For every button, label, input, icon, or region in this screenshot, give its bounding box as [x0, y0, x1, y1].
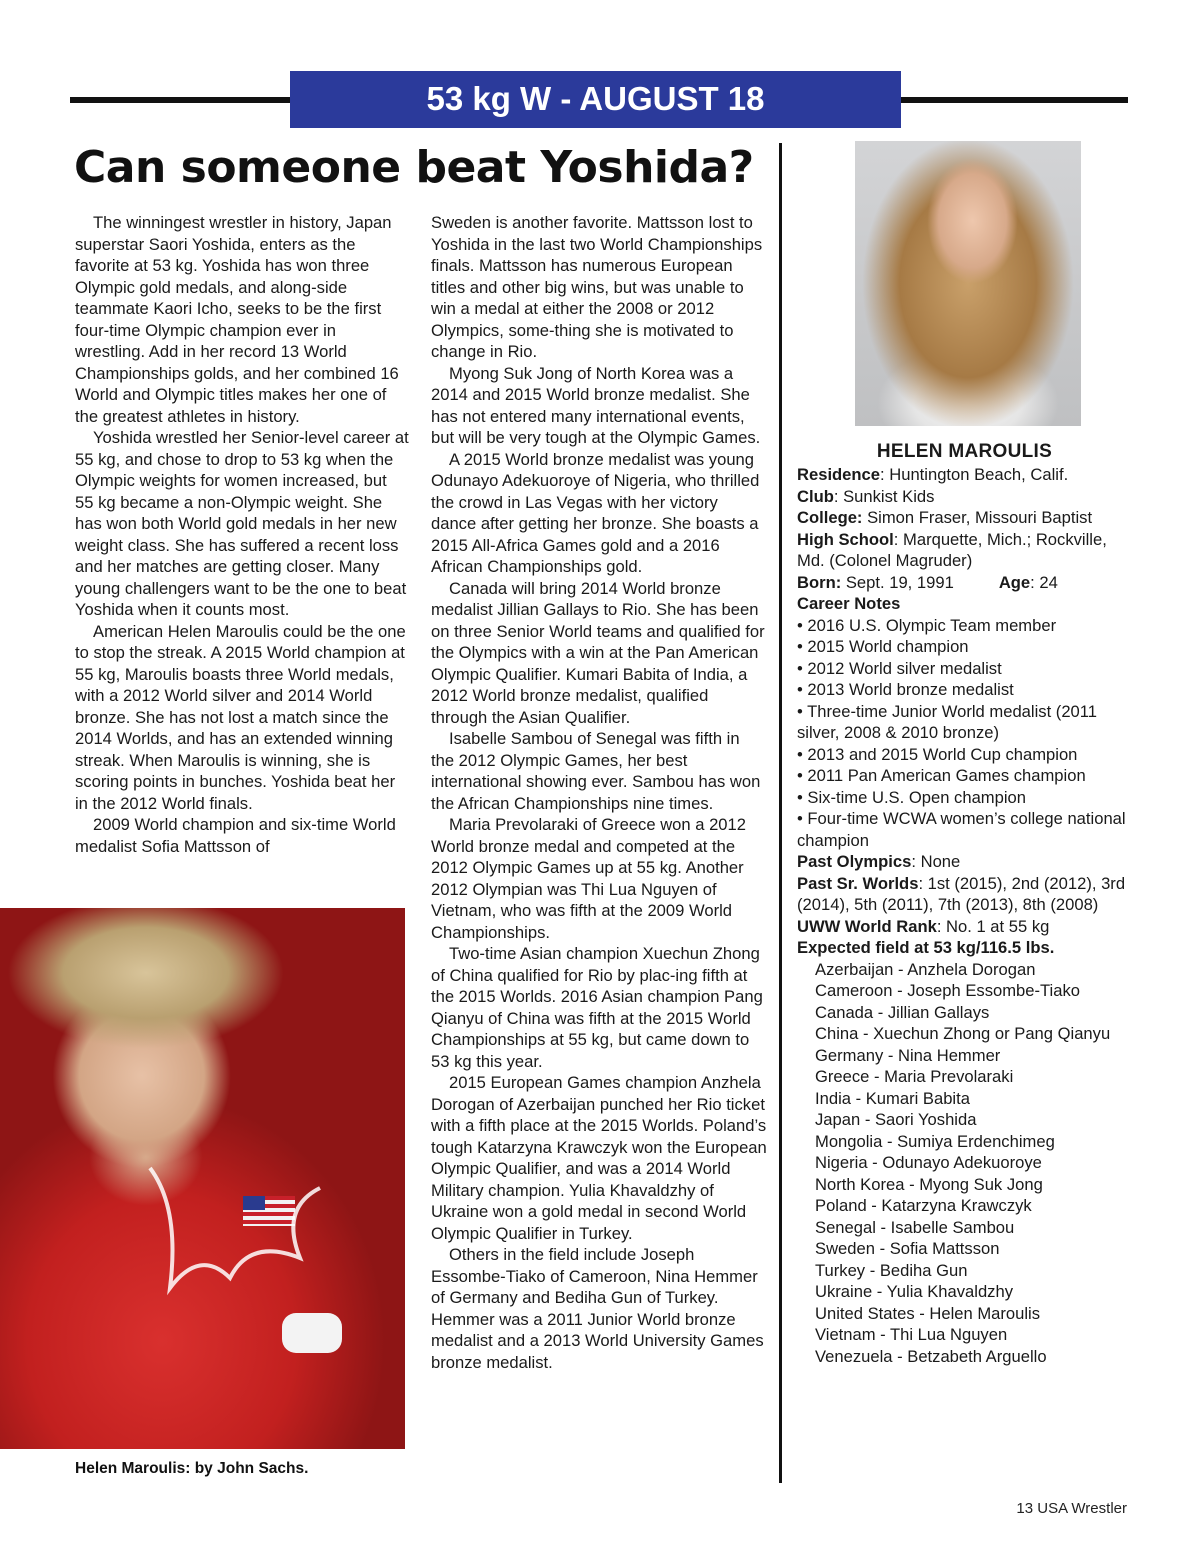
paragraph: Yoshida wrestled her Senior-level career at 55 kg, and chose to drop to 53 kg when the Olympic weights for women increased, but 55 kg became a non-Olympic weight. She has won both World gold medals in her new weight class. She has suffered a recent loss and her matches are getting closer. Many young challengers want to be the one to beat Yoshida when it counts most. [75, 428, 409, 619]
career-note: • 2016 U.S. Olympic Team member [797, 615, 1057, 635]
college-line: College: Simon Fraser, Missouri Baptist [797, 508, 1093, 527]
paragraph: Myong Suk Jong of North Korea was a 2014 and 2015 World bronze medalist. She has not entered many international events, but will be very tough at the Olympic Games. [431, 363, 761, 447]
field-entry: Germany - Nina Hemmer [815, 1045, 1001, 1065]
field-entry: Azerbaijan - Anzhela Dorogan [815, 959, 1036, 979]
banner-rule-right [900, 97, 1128, 103]
career-note: • Four-time WCWA women’s college national champion [797, 809, 1126, 850]
athlete-name: HELEN MAROULIS [876, 441, 1053, 462]
field-entry: Japan - Saori Yoshida [815, 1110, 977, 1129]
field-entry: India - Kumari Babita [815, 1088, 970, 1108]
past-worlds-line: Past Sr. Worlds: 1st (2015), 2nd (2012), 3rd (2014), 5th (2011), 7th (2013), 8th (2008) [797, 873, 1126, 914]
career-note: • 2015 World champion [797, 637, 969, 656]
field-entry: China - Xuechun Zhong or Pang Qianyu [815, 1024, 1111, 1043]
field-entry: Cameroon - Joseph Essombe-Tiako [815, 981, 1080, 1000]
column-divider [779, 143, 782, 1483]
born-line: Born: Sept. 19, 1991 Age: 24 [797, 572, 1058, 592]
paragraph: 2015 European Games champion Anzhela Dorogan of Azerbaijan punched her Rio ticket with a fifth place at the 2015 Worlds. Poland’s tough Katarzyna Krawczyk won the European Olympic Qualifier, and was a 2014 World Military champion. Yulia Khavaldzhy of Ukraine won a gold medal in second World Olympic Qualifier in Turkey. [431, 1073, 767, 1243]
paragraph: Sweden is another favorite. Mattsson lost to Yoshida in the last two World Championships finals. Mattsson has numerous European titles and other big wins, but was unable to win a medal at either the 2008 or 2012 Olympics, some-thing she is motivated to change in Rio. [431, 213, 763, 361]
career-note: • 2013 and 2015 World Cup champion [797, 744, 1078, 764]
career-note: • 2012 World silver medalist [797, 658, 1002, 678]
paragraph: Maria Prevolaraki of Greece won a 2012 World bronze medal and competed at the 2012 Olympic Games up at 55 kg. Another 2012 Olympian was Thi Lua Nguyen of Vietnam, who was fifth at the 2009 World Championships. [431, 815, 746, 942]
world-rank-line: UWW World Rank: No. 1 at 55 kg [797, 916, 1050, 936]
field-entry: Ukraine - Yulia Khavaldzhy [815, 1282, 1014, 1301]
career-note: • Six-time U.S. Open champion [797, 787, 1026, 807]
paragraph: Two-time Asian champion Xuechun Zhong of China qualified for Rio by plac-ing fifth at the 2015 Worlds. 2016 Asian champion Pang Qianyu of China was fifth at the 2015 World Championships at 55 kg, but came down to 53 kg this year. [431, 944, 763, 1071]
past-olympics-line: Past Olympics: None [797, 852, 961, 871]
helen-maroulis-portrait [855, 141, 1081, 426]
article-column-2 [431, 212, 767, 1373]
field-entry: Nigeria - Odunayo Adekuoroye [815, 1153, 1042, 1172]
career-notes-heading: Career Notes [797, 594, 901, 613]
field-entry: Vietnam - Thi Lua Nguyen [815, 1325, 1008, 1344]
field-entry: Poland - Katarzyna Krawczyk [815, 1196, 1032, 1215]
paragraph: A 2015 World bronze medalist was young Odunayo Adekuoroye of Nigeria, who thrilled the crowd in Las Vegas with her victory dance after getting her bronze. She boasts a 2015 All-Africa Games gold and a 2016 African Championships gold. [431, 449, 760, 576]
career-note: • 2013 World bronze medalist [797, 680, 1014, 699]
wrestler-action-photo [0, 908, 405, 1449]
expected-field-list [797, 959, 1132, 1368]
athlete-profile [797, 440, 1132, 1367]
expected-field-title: Expected field at 53 kg/116.5 lbs. [797, 938, 1055, 957]
field-entry: Venezuela - Betzabeth Arguello [815, 1346, 1047, 1366]
article-headline: Can someone beat Yoshida? [74, 142, 754, 193]
singlet-flag-icon [0, 908, 405, 1449]
field-entry: Sweden - Sofia Mattsson [815, 1239, 1000, 1258]
field-entry: Canada - Jillian Gallays [815, 1002, 990, 1022]
section-banner: 53 kg W - AUGUST 18 [290, 71, 901, 128]
field-entry: Mongolia - Sumiya Erdenchimeg [815, 1131, 1055, 1151]
paragraph: 2009 World champion and six-time World medalist Sofia Mattsson of [75, 815, 396, 856]
residence-line: Residence: Huntington Beach, Calif. [797, 465, 1069, 484]
paragraph: Isabelle Sambou of Senegal was fifth in the 2012 Olympic Games, her best international showing ever. Sambou has won the African Championships nine times. [431, 729, 761, 813]
paragraph: Canada will bring 2014 World bronze medalist Jillian Gallays to Rio. She has been on three Senior World teams and qualified for the Olympics with a win at the Pan American Olympic Qualifier. Kumari Babita of India, a 2012 World bronze medalist, qualified through the Asian Qualifier. [431, 578, 765, 727]
paragraph: American Helen Maroulis could be the one to stop the streak. A 2015 World champion at 55 kg, Maroulis boasts three World medals, with a 2012 World silver and 2014 World bronze. She has not lost a match since the 2014 Worlds, and has an extended winning streak. When Maroulis is winning, she is scoring points in bunches. Yoshida beat her in the 2012 World finals. [75, 621, 406, 813]
photo-caption: Helen Maroulis: by John Sachs. [75, 1460, 309, 1477]
field-entry: Greece - Maria Prevolaraki [815, 1067, 1014, 1086]
high-school-line: High School: Marquette, Mich.; Rockville, Md. (Colonel Magruder) [797, 529, 1107, 570]
banner-rule-left [70, 97, 292, 103]
article-column-1 [75, 212, 409, 857]
paragraph: The winningest wrestler in history, Japan superstar Saori Yoshida, enters as the favorite at 53 kg. Yoshida has won three Olympic gold medals, and along-side teammate Kaori Icho, seeks to be the first four-time Olympic champion ever in wrestling. Add in her record 13 World Championships golds, and her combined 16 World and Olympic titles makes her one of the greatest athletes in history. [75, 213, 399, 426]
paragraph: Others in the field include Joseph Essombe-Tiako of Cameroon, Nina Hemmer of Germany and Bediha Gun of Turkey. Hemmer was a 2011 Junior World bronze medalist and a 2013 World University Games bronze medalist. [431, 1245, 764, 1372]
field-entry: United States - Helen Maroulis [815, 1303, 1041, 1323]
field-entry: Senegal - Isabelle Sambou [815, 1217, 1015, 1237]
field-entry: North Korea - Myong Suk Jong [815, 1174, 1043, 1194]
club-line: Club: Sunkist Kids [797, 486, 935, 506]
field-entry: Turkey - Bediha Gun [815, 1260, 968, 1280]
career-note: • 2011 Pan American Games champion [797, 766, 1086, 785]
career-note: • Three-time Junior World medalist (2011 silver, 2008 & 2010 bronze) [797, 701, 1098, 742]
page-footer: 13 USA Wrestler [1016, 1500, 1127, 1517]
